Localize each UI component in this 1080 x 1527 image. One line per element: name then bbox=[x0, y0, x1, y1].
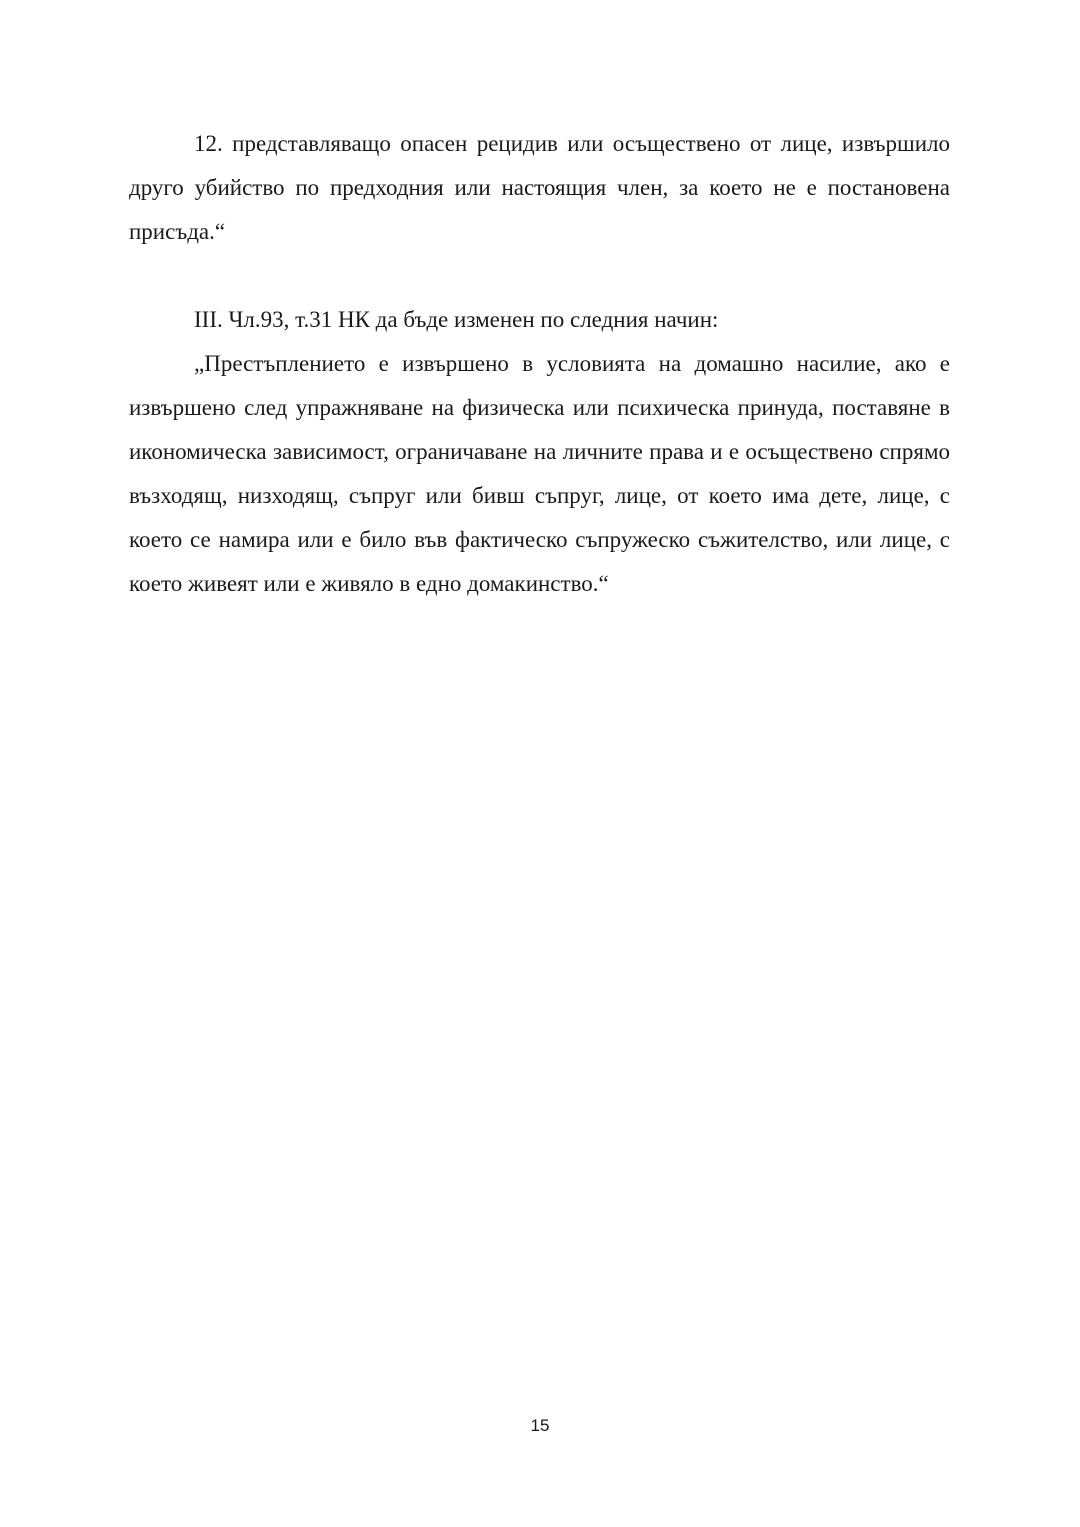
section-heading-iii: III. Чл.93, т.31 НК да бъде изменен по следния начин: bbox=[194, 307, 719, 332]
page-number: 15 bbox=[530, 1416, 550, 1435]
paragraph-item-12: 12. представляващо опасен рецидив или осъществено от лице, извършило друго убийство по предходния или настоящия член, за което не е постановена присъда.“ bbox=[129, 131, 950, 244]
paragraph-amendment-text: „Престъплението е извършено в условията на домашно насилие, ако е извършено след упражняване на физическа или психическа принуда, поставяне в икономическа зависимост, ограничаване на личните права и е осъществено спрямо възходящ, низходящ, съпруг или бивш съпруг, лице, от което има дете, лице, с което се намира или е било във фактическо съпружеско съжителство, или лице, с което живеят или е живяло в едно домакинство.“ bbox=[129, 351, 950, 596]
paragraph-spacer bbox=[129, 254, 950, 298]
document-body bbox=[129, 122, 950, 606]
